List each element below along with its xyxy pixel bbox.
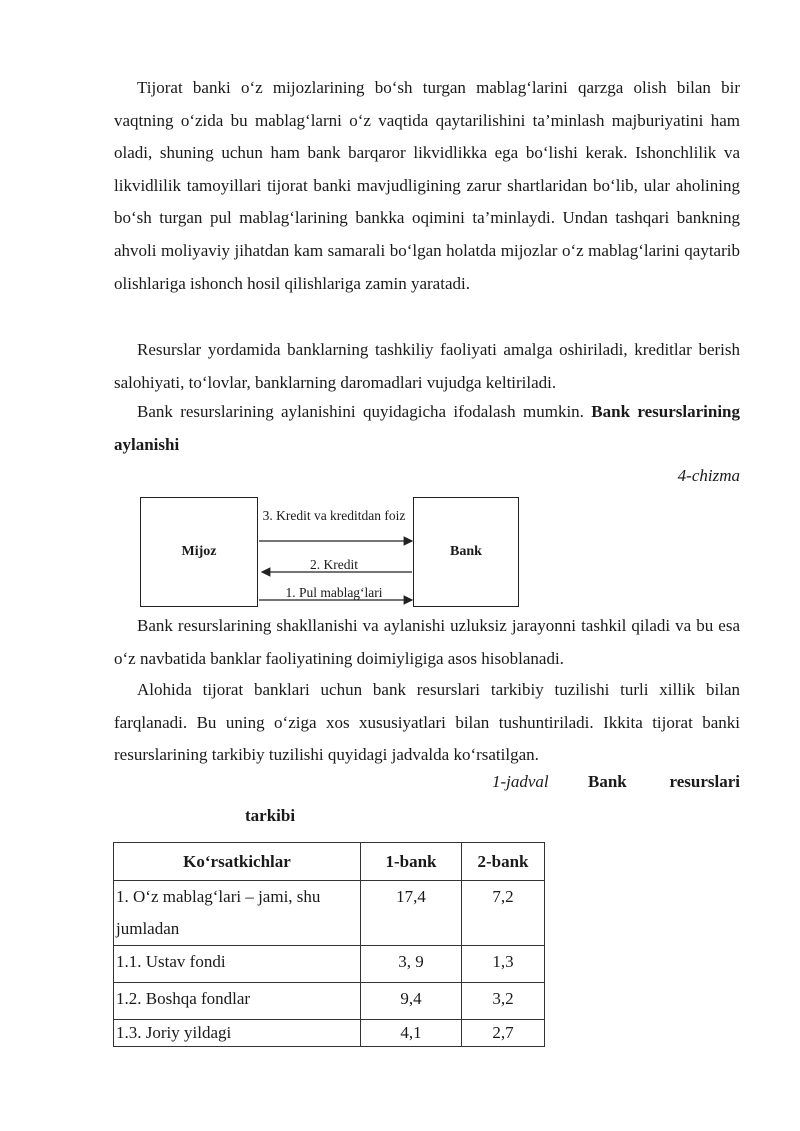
row-value-bank2: 7,2 <box>462 881 545 946</box>
table-row <box>114 983 545 1020</box>
resources-table <box>113 842 545 1047</box>
row-value-bank2: 3,2 <box>462 983 545 1020</box>
table-title-line2: tarkibi <box>245 806 296 825</box>
row-value-bank2: 2,7 <box>462 1020 545 1047</box>
row-label: 1.1. Ustav fondi <box>114 946 361 983</box>
table-label: 1-jadval <box>492 772 549 791</box>
bank-box: Bank <box>413 497 519 607</box>
header-bank2: 2-bank <box>462 843 545 881</box>
header-bank1: 1-bank <box>361 843 462 881</box>
table-row <box>114 881 545 946</box>
row-value-bank2: 1,3 <box>462 946 545 983</box>
row-value-bank1: 4,1 <box>361 1020 462 1047</box>
table-row <box>114 946 545 983</box>
table-title-line1: Bank resurslari <box>588 772 740 791</box>
table-header-row <box>114 843 545 881</box>
paragraph-4: Bank resurslarining shakllanishi va aylanishi uzluksiz jarayonni tashkil qiladi va bu esa o‘z navbatida banklar faoliyatining doimiyligiga asos hisoblanadi. <box>114 616 740 668</box>
diagram-caption: 4-chizma <box>677 466 740 485</box>
row-label: 1.2. Boshqa fondlar <box>114 983 361 1020</box>
resource-flow-diagram <box>140 494 520 609</box>
paragraph-3 <box>114 396 740 461</box>
header-indicators: Ko‘rsatkichlar <box>114 843 361 881</box>
client-box: Mijoz <box>140 497 258 607</box>
paragraph-1: Tijorat banki o‘z mijozlarining bo‘sh turgan mablag‘larini qarzga olish bilan bir vaqtning o‘zida bu mablag‘larni o‘z vaqtida qaytarilishini ta’minlash majburiyatini ham oladi, shuning uchun ham bank barqaror likvidlikka ega bo‘lishi kerak. Ishonchlilik va likvidlilik tamoyillari tijorat banki mavjudligining zarur shartlaridan bo‘lib, ular aholining bo‘sh turgan pul mablag‘larining bankka oqimini ta’minlaydi. Undan tashqari bankning ahvoli moliyaviy jihatdan kam samarali bo‘lgan holatda mijozlar o‘z mablag‘larini qaytarib olishlariga ishonch hosil qilishlariga zamin yaratadi. <box>114 78 740 293</box>
row-value-bank1: 9,4 <box>361 983 462 1020</box>
row-label: 1. O‘z mablag‘lari – jami, shu jumladan <box>114 881 361 946</box>
flow-label-2: 2. Kredit <box>310 557 358 572</box>
flow-arrows <box>140 494 520 609</box>
row-label: 1.3. Joriy yildagi <box>114 1020 361 1047</box>
flow-label-3: 3. Kredit va kreditdan foiz <box>262 508 406 523</box>
row-value-bank1: 17,4 <box>361 881 462 946</box>
table-row <box>114 1020 545 1047</box>
paragraph-2: Resurslar yordamida banklarning tashkiliy faoliyati amalga oshiriladi, kreditlar berish salohiyati, to‘lovlar, banklarning daromadlari vujudga keltiriladi. <box>114 340 740 392</box>
row-value-bank1: 3, 9 <box>361 946 462 983</box>
diagram-title: Bank resurslarining aylanishi <box>114 402 741 454</box>
paragraph-3-text: Bank resurslarining aylanishini quyidagicha ifodalash mumkin. <box>137 402 584 421</box>
flow-label-1: 1. Pul mablag‘lari <box>285 585 383 600</box>
paragraph-5: Alohida tijorat banklari uchun bank resurslari tarkibiy tuzilishi turli xillik bilan farqlanadi. Bu uning o‘ziga xos xususiyatlari bilan tushuntiriladi. Ikkita tijorat banki resurslarining tarkibiy tuzilishi quyidagi jadvalda ko‘rsatilgan. <box>114 680 740 765</box>
